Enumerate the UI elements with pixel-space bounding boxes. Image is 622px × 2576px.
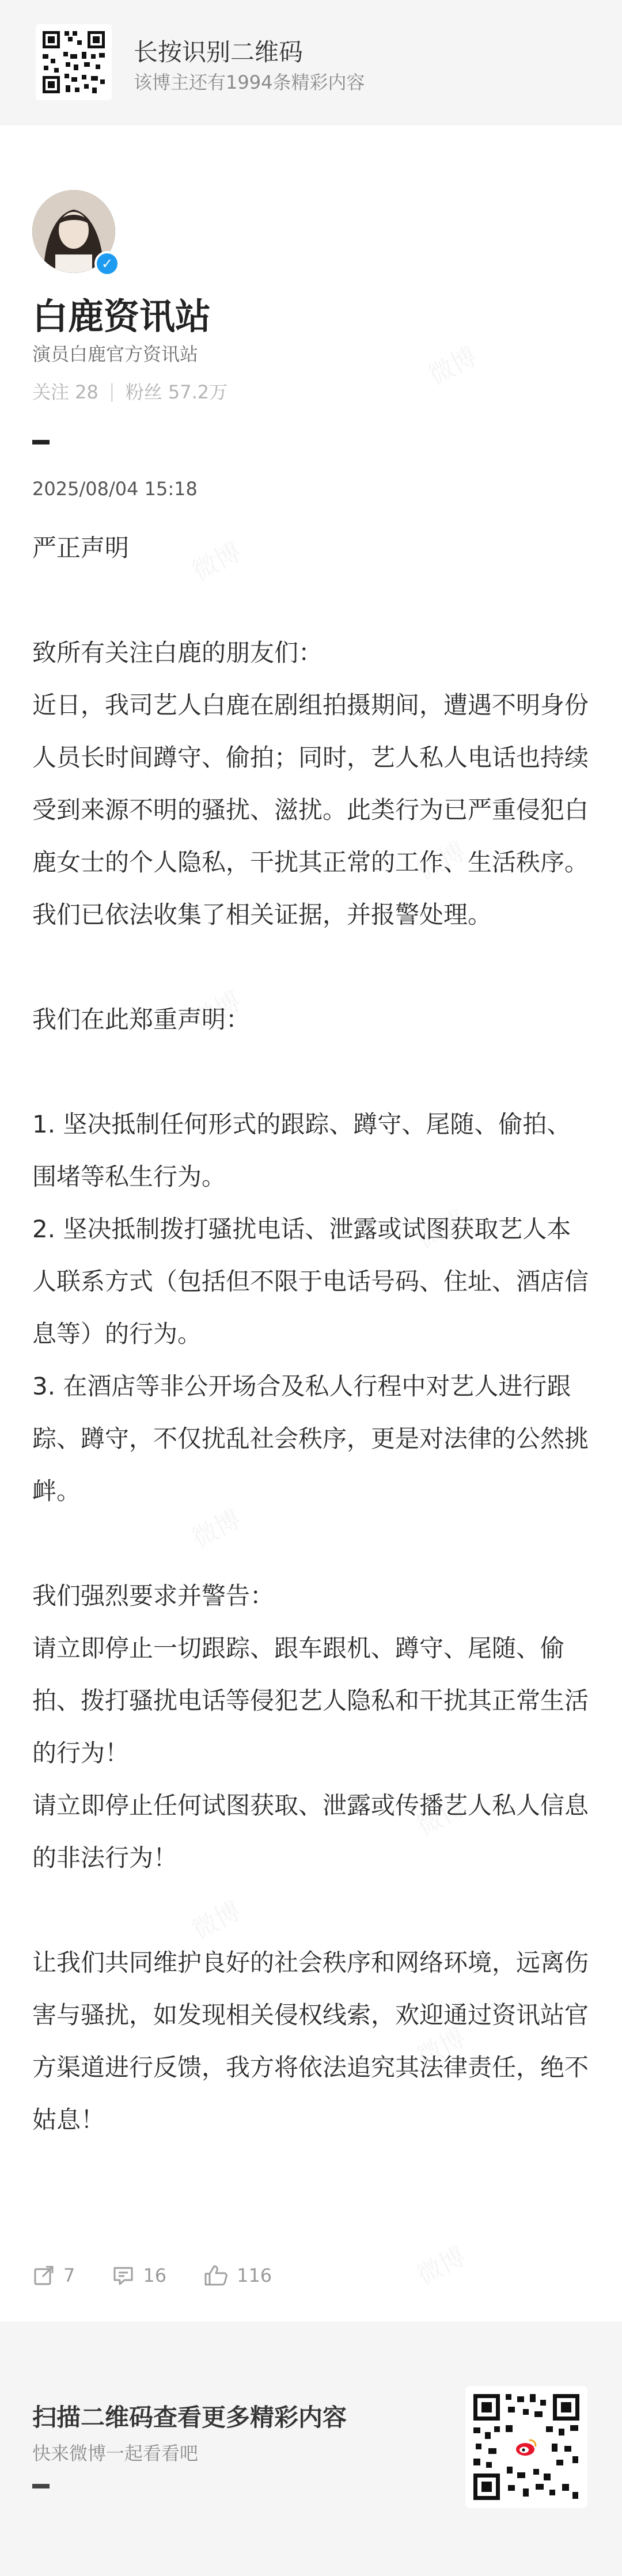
verified-badge-icon: ✓: [94, 251, 120, 276]
post-paragraph: 3. 在酒店等非公开场合及私人行程中对艺人进行跟踪、蹲守，不仅扰乱社会秩序，更是对法律的公然挑衅。: [32, 1372, 589, 1505]
weibo-watermark: [409, 2236, 471, 2292]
post-paragraph: 我们在此郑重声明：: [32, 1005, 251, 1034]
footer-title: 扫描二维码查看更多精彩内容: [32, 2403, 347, 2431]
qr-code-icon: [465, 2386, 587, 2508]
comment-button[interactable]: [112, 2264, 166, 2287]
profile-description: 演员白鹿官方资讯站: [32, 343, 199, 365]
paragraph-spacer: [32, 1517, 590, 1570]
repost-icon: [32, 2264, 55, 2287]
bottom-qr-code[interactable]: [465, 2386, 587, 2508]
post-paragraph: 1. 坚决抵制任何形式的跟踪、蹲守、尾随、偷拍、围堵等私生行为。: [32, 1110, 571, 1191]
repost-count: 7: [63, 2265, 75, 2286]
post-body: [32, 522, 590, 2146]
section-divider: [32, 440, 50, 444]
profile-name[interactable]: 白鹿资讯站: [32, 295, 211, 337]
post-paragraph: 近日，我司艺人白鹿在剧组拍摄期间，遭遇不明身份人员长时间蹲守、偷拍；同时，艺人私人电话也持续受到来源不明的骚扰、滋扰。此类行为已严重侵犯白鹿女士的个人隐私，干扰其正常的工作、生活秩序。我们已依法收集了相关证据，并报警处理。: [32, 691, 589, 929]
post-paragraph: 我们强烈要求并警告：: [32, 1582, 275, 1610]
post-heading: 严正声明: [32, 534, 130, 562]
top-qr-banner[interactable]: [0, 0, 622, 126]
comment-count: 16: [143, 2265, 167, 2286]
top-qr-code[interactable]: [36, 24, 112, 100]
post-actions: [32, 2258, 309, 2293]
followers-count[interactable]: 粉丝 57.2万: [125, 381, 228, 403]
post-paragraph: 请立即停止一切跟踪、跟车跟机、蹲守、尾随、偷拍、拨打骚扰电话等侵犯艺人隐私和干扰其正常生活的行为！: [32, 1634, 589, 1767]
post-date: 2025/08/04 15:18: [32, 478, 198, 500]
paragraph-spacer: [32, 1884, 590, 1936]
repost-button[interactable]: [32, 2264, 75, 2287]
paragraph-spacer: [32, 941, 590, 993]
thumbs-up-icon: [203, 2264, 229, 2287]
bottom-qr-banner[interactable]: [0, 2322, 622, 2576]
banner-title: 长按识别二维码: [134, 38, 304, 66]
footer-subtitle: 快来微博一起看看吧: [32, 2442, 199, 2464]
banner-subtitle: 该博主还有1994条精彩内容: [134, 71, 365, 93]
post-paragraph: 2. 坚决抵制拨打骚扰电话、泄露或试图获取艺人本人联系方式（包括但不限于电话号码、住址、酒店信息等）的行为。: [32, 1215, 589, 1348]
following-count[interactable]: 关注 28: [32, 381, 98, 403]
footer-divider: [32, 2484, 50, 2488]
paragraph-spacer: [32, 574, 590, 626]
post-paragraph: 让我们共同维护良好的社会秩序和网络环境，远离伤害与骚扰，如发现相关侵权线索，欢迎通过资讯站官方渠道进行反馈，我方将依法追究其法律责任，绝不姑息！: [32, 1948, 589, 2134]
like-button[interactable]: [203, 2264, 272, 2287]
comment-icon: [112, 2264, 135, 2287]
like-count: 116: [237, 2265, 272, 2286]
qr-code-icon: [36, 24, 112, 100]
post-paragraph: 请立即停止任何试图获取、泄露或传播艺人私人信息的非法行为！: [32, 1791, 589, 1872]
stats-divider: |: [108, 380, 115, 402]
post-paragraph: 致所有关注白鹿的朋友们：: [32, 639, 323, 667]
profile-stats: [32, 378, 227, 404]
weibo-watermark: [420, 336, 483, 392]
paragraph-spacer: [32, 1046, 590, 1098]
